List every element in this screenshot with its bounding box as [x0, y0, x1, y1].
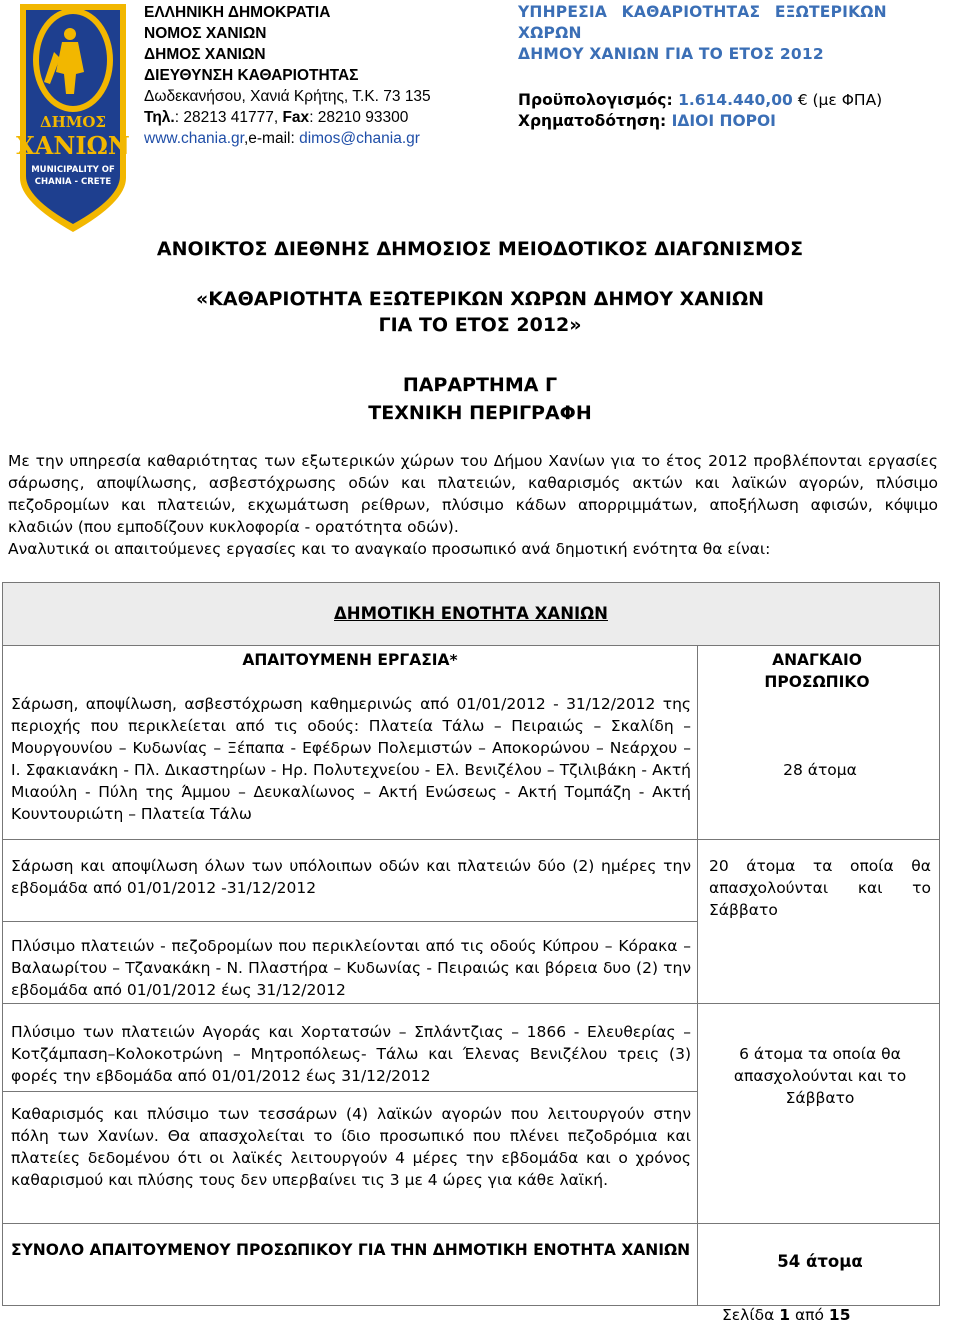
tel-label: Τηλ.: [144, 109, 175, 126]
staff-row-2: 20 άτομα τα οποία θα απασχολούνται και το Σάββατο: [709, 857, 931, 919]
works-table: [2, 582, 940, 1306]
intro-text: [8, 450, 938, 560]
contact-web: [144, 128, 504, 149]
task-row-1: Σάρωση, αποψίλωση, ασβεστόχρωση καθημερινώς από 01/01/2012 - 31/12/2012 της περιοχής που περικλείεται από τις οδούς: Πλατεία Τάλω – Πειραιώς – Σκαλίδη – Μουργουνίου – Κυδωνίας – Ξέπαπα - Εφέδρων Πολεμιστών – Αποκορώνου – Νεάρχου – Ι. Σφακιανάκη - Πλ. Δικαστηρίων - Ηρ. Πολυτεχνείου - Ελ. Βενιζέλου – Τζιλιβάκη - Ακτή Μιαούλη - Πύλη της Άμμου – Δευκαλίωνος – Ακτή Ενώσεως - Ακτή Τομπάζη - Ακτή Κουντουριώτη – Πλατεία Τάλω: [11, 695, 691, 823]
logo-en-line1: MUNICIPALITY OF: [31, 165, 115, 175]
country-name: ΕΛΛΗΝΙΚΗ ΔΗΜΟΚΡΑΤΙΑ: [144, 4, 331, 21]
page-total: 15: [828, 1306, 851, 1324]
page-label: Σελίδα: [722, 1306, 780, 1324]
email-link[interactable]: dimos@chania.gr: [299, 130, 420, 147]
col-task-header: ΑΠΑΙΤΟΥΜΕΝΗ ΕΡΓΑΣΙΑ*: [242, 651, 458, 669]
project-title-line2: ΓΙΑ ΤΟ ΕΤΟΣ 2012»: [378, 314, 582, 336]
task-row-5: Καθαρισμός και πλύσιμο των τεσσάρων (4) λαϊκών αγορών που λειτουργούν στην πόλη των Χανίων. Θα απασχολείται το ίδιο προσωπικό που πλένει πεζοδρόμια και πλατείες δεδομένου ότι οι λαϊκές λειτουργούν 4 μέρες την εβδομάδα και ο χρόνος καθαρισμού και πλύσης τους δεν υπερβαίνει τις 3 με 4 ώρες για κάθε λαϊκή.: [11, 1105, 691, 1189]
fax-value: : 28210 93300: [309, 109, 409, 126]
municipality-logo: [14, 2, 132, 234]
website-link[interactable]: www.chania.gr: [144, 130, 244, 147]
task-row-2: Σάρωση και αποψίλωση όλων των υπόλοιπων οδών και πλατειών δύο (2) ημέρες την εβδομάδα από 01/01/2012 -31/12/2012: [11, 857, 691, 897]
contact-phones: [144, 107, 504, 128]
budget-value: 1.614.440,00: [678, 91, 793, 109]
funding-value: ΙΔΙΟΙ ΠΟΡΟΙ: [671, 112, 776, 130]
service-line2: ΔΗΜΟΥ ΧΑΝΙΩΝ ΓΙΑ ΤΟ ΕΤΟΣ 2012: [518, 45, 824, 63]
col-staff-header: ΑΝΑΓΚΑΙΟ ΠΡΟΣΩΠΙΚΟ: [764, 651, 870, 691]
budget-label: Προϋπολογισμός:: [518, 91, 679, 109]
funding-label: Χρηματοδότηση:: [518, 112, 672, 130]
staff-row-1: 28 άτομα: [783, 761, 857, 779]
intro-line2: Αναλυτικά οι απαιτούμενες εργασίες και το αναγκαίο προσωπικό ανά δημοτική ενότητα θα είναι:: [8, 540, 771, 558]
page-footer: [722, 1305, 850, 1325]
technical-description-title: ΤΕΧΝΙΚΗ ΠΕΡΙΓΡΑΦΗ: [368, 402, 592, 424]
tender-title: ΑΝΟΙΚΤΟΣ ΔΙΕΘΝΗΣ ΔΗΜΟΣΙΟΣ ΜΕΙΟΔΟΤΙΚΟΣ ΔΙΑΓΩΝΙΣΜΟΣ: [156, 238, 804, 260]
intro-paragraph: Με την υπηρεσία καθαριότητας των εξωτερικών χώρων του Δήμου Χανίων για το έτος 2012 προβλέπονται εργασίες σάρωσης, αποψίλωσης, ασβεστόχρωσης οδών και πλατειών, καθαρισμός ακτών και λαϊκών αγορών, πλύσιμο πεζοδρομίων και πλατειών, εκχωμάτωση ρείθρων, πλύσιμο κάδων απορριμμάτων, αποξήλωση αφισών, κόψιμο κλαδιών (που εμποδίζουν κυκλοφορία - ορατότητα οδών).: [8, 452, 938, 536]
fax-label: Fax: [282, 109, 310, 126]
unit-title: ΔΗΜΟΤΙΚΗ ΕΝΟΤΗΤΑ ΧΑΝΙΩΝ: [334, 604, 608, 623]
tel-value: : 28213 41777,: [174, 109, 283, 126]
service-block: [518, 2, 958, 132]
logo-name: ΧΑΝΙΩΝ: [16, 131, 130, 160]
total-label: ΣΥΝΟΛΟ ΑΠΑΙΤΟΥΜΕΝΟΥ ΠΡΟΣΩΠΙΚΟΥ ΓΙΑ ΤΗΝ ΔΗΜΟΤΙΚΗ ΕΝΟΤΗΤΑ ΧΑΝΙΩΝ: [11, 1241, 691, 1259]
budget-line: [518, 90, 958, 111]
issuer-block: [144, 2, 504, 149]
department-name: ΔΙΕΥΘΥΝΣΗ ΚΑΘΑΡΙΟΤΗΤΑΣ: [144, 67, 359, 84]
annex-title: ΠΑΡΑΡΤΗΜΑ Γ: [402, 374, 558, 396]
page-number: 1: [779, 1306, 791, 1324]
municipality-name: ΔΗΜΟΣ ΧΑΝΙΩΝ: [144, 46, 266, 63]
page-of-label: από: [790, 1306, 829, 1324]
logo-top-text: ΔΗΜΟΣ: [39, 113, 107, 131]
total-value: 54 άτομα: [777, 1252, 863, 1271]
address: Δωδεκανήσου, Χανιά Κρήτης, Τ.Κ. 73 135: [144, 88, 431, 105]
service-line1: ΥΠΗΡΕΣΙΑ ΚΑΘΑΡΙΟΤΗΤΑΣ ΕΞΩΤΕΡΙΚΩΝ ΧΩΡΩΝ: [518, 3, 887, 42]
budget-suffix: € (με ΦΠΑ): [792, 91, 883, 109]
task-row-3: Πλύσιμο πλατειών - πεζοδρομίων που περικλείονται από τις οδούς Κύπρου – Κόρακα – Βαλαωρίτου – Τζανακάκη - Ν. Πλαστήρα – Κυδωνίας - Πειραιώς και βόρεια δυο (2) την εβδομάδα από 01/01/2012 έως 31/12/2012: [11, 937, 691, 999]
logo-en-line2: CHANIA - CRETE: [34, 177, 112, 187]
email-label: ,e-mail:: [243, 130, 300, 147]
prefecture-name: ΝΟΜΟΣ ΧΑΝΙΩΝ: [144, 25, 267, 42]
task-row-4: Πλύσιμο των πλατειών Αγοράς και Χορτατσών – Σπλάντζιας – 1866 - Ελευθερίας – Κοτζάμπαση–Κολοκοτρώνη – Μητροπόλεως- Τάλω και Έλενας Βενιζέλου τρεις (3) φορές την εβδομάδα από 01/01/2012 έως 31/12/2012: [11, 1023, 691, 1085]
funding-line: [518, 111, 958, 132]
project-title-line1: «ΚΑΘΑΡΙΟΤΗΤΑ ΕΞΩΤΕΡΙΚΩΝ ΧΩΡΩΝ ΔΗΜΟΥ ΧΑΝΙΩΝ: [195, 288, 765, 310]
staff-row-4: 6 άτομα τα οποία θα απασχολούνται και το Σάββατο: [733, 1045, 907, 1107]
